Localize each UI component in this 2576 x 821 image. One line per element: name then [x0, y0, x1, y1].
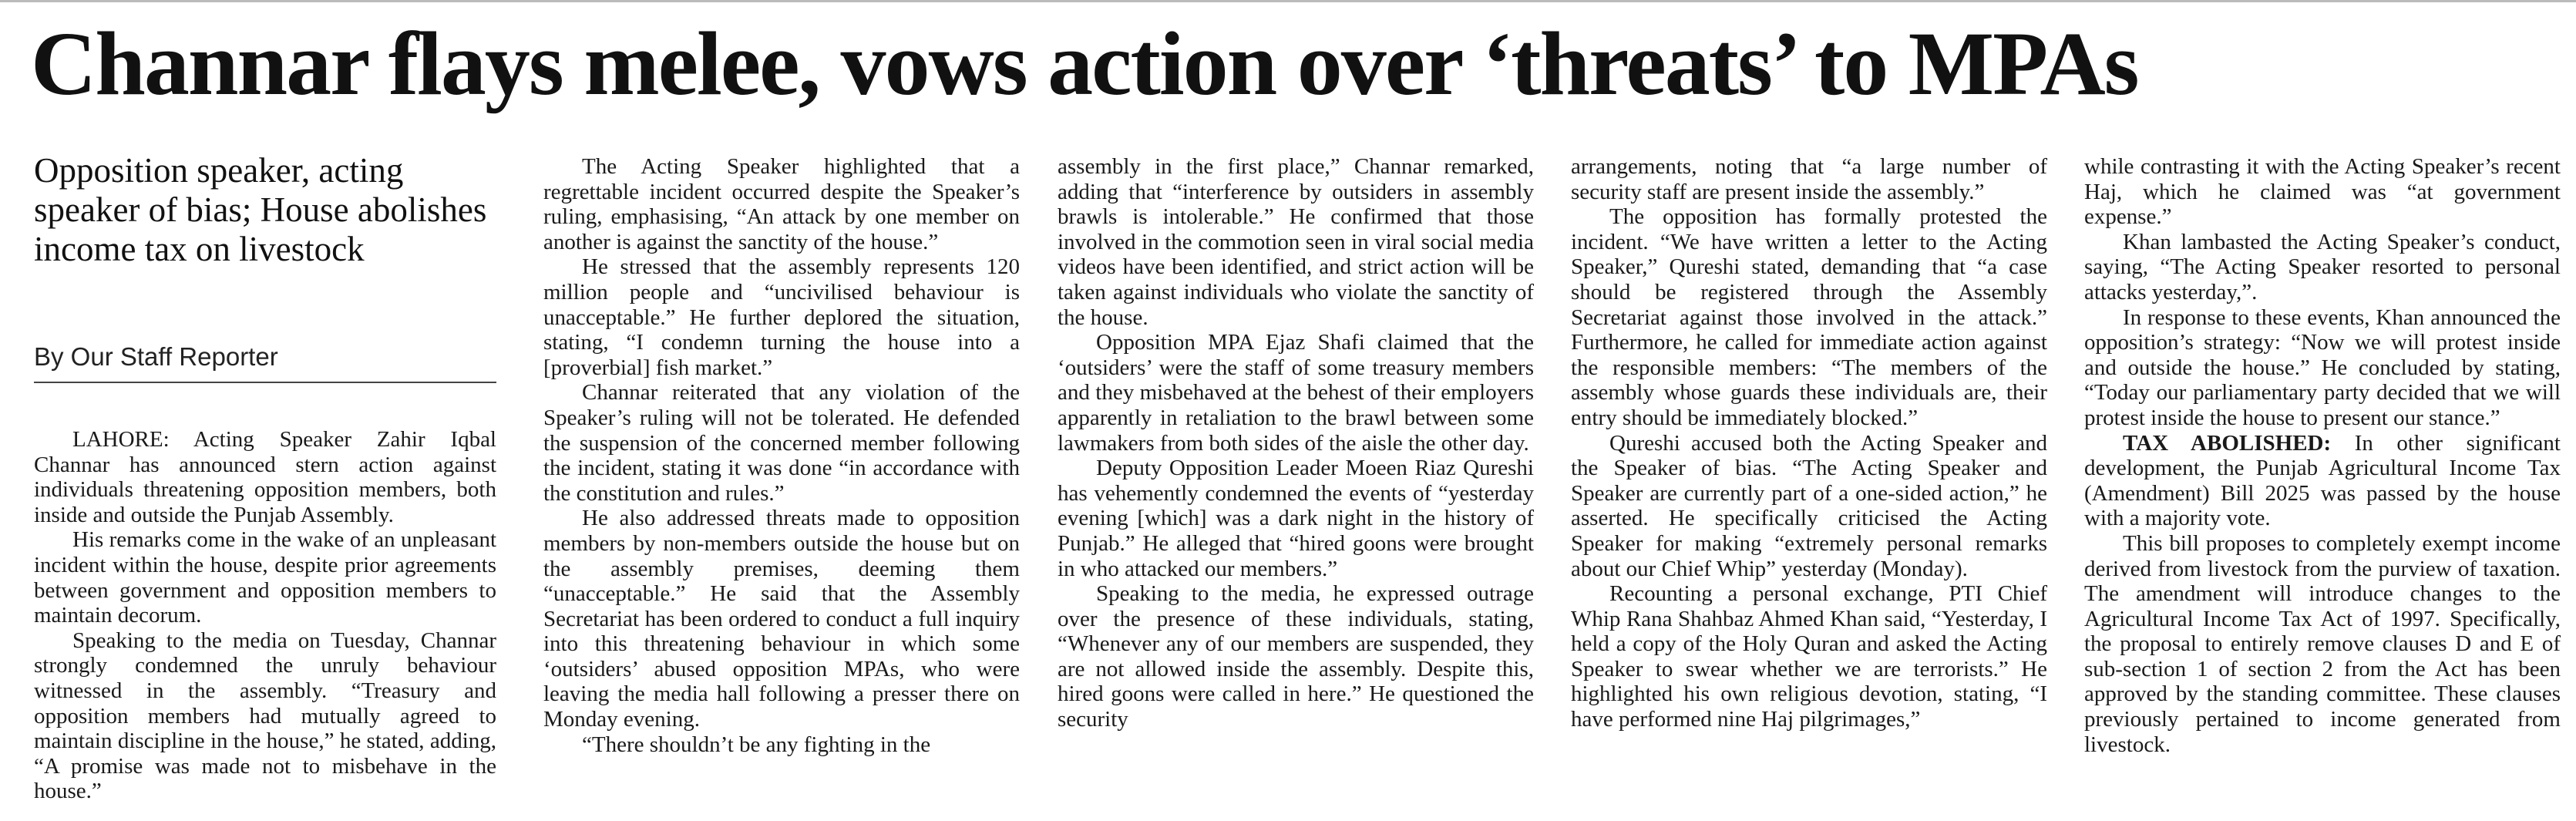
paragraph: He stressed that the assembly represents 120 million people and “uncivilised behaviour is unacceptable.” He further deplored the situation, stating, “I condemn turning the house into a [proverbial] fish market.”	[543, 254, 1020, 380]
headline: Channar flays melee, vows action over ‘threats’ to MPAs	[31, 13, 2138, 114]
paragraph: This bill proposes to completely exempt income derived from livestock from the purview of taxation. The amendment will introduce changes to the Agricultural Income Tax Act of 1997. Specifically, the proposal to entirely remove clauses D and E of sub-section 1 of section 2 from the Act has been approved by the standing committee. These clauses previously pertained to income generated from livestock.	[2084, 530, 2561, 757]
paragraph: His remarks come in the wake of an unpleasant incident within the house, despite prior agreements between government and opposition members to maintain decorum.	[34, 527, 496, 628]
article-column-4	[1571, 154, 2047, 732]
paragraph: The opposition has formally protested the incident. “We have written a letter to the Acting Speaker,” Qureshi stated, demanding that “a case should be registered through the Assembly Secretariat against those involved in the attack.” Furthermore, he called for immediate action against the responsible members: “The members of the assembly whose guards these individuals are, their entry should be immediately blocked.”	[1571, 204, 2047, 430]
paragraph: He also addressed threats made to opposition members by non-members outside the house but on the assembly premises, deeming them “unacceptable.” He said that the Assembly Secretariat has been ordered to conduct a full inquiry into this threatening behaviour in which some ‘outsiders’ abused opposition MPAs, who were leaving the media hall following a presser there on Monday evening.	[543, 506, 1020, 732]
paragraph: Opposition MPA Ejaz Shafi claimed that the ‘outsiders’ were the staff of some treasury members and they misbehaved at the behest of their employers apparently in retaliation to the brawl between some lawmakers from both sides of the aisle the other day.	[1058, 330, 1534, 456]
paragraph: In response to these events, Khan announced the opposition’s strategy: “Now we will protest inside and outside the house.” He concluded by stating, “Today our parliamentary party decided that we will protest inside the house to present our stance.”	[2084, 305, 2561, 430]
paragraph-with-subhead	[2084, 431, 2561, 531]
subhead-paragraph-text: In other significant development, the Punjab Agricultural Income Tax (Amendment) Bill 2025 was passed by the house with a majority vote.	[2084, 430, 2561, 531]
paragraph: Qureshi accused both the Acting Speaker and the Speaker of bias. “The Acting Speaker and Speaker are currently part of a one-sided action,” he asserted. He specifically criticised the Acting Speaker for making “extremely personal remarks about our Chief Whip” yesterday (Monday).	[1571, 430, 2047, 581]
byline-rule	[34, 382, 496, 383]
byline: By Our Staff Reporter	[34, 342, 278, 371]
paragraph: Speaking to the media, he expressed outrage over the presence of these individuals, stating, “Whenever any of our members are suspended, they are not allowed inside the assembly. Despite this, hired goons were called in here.” He questioned the security	[1058, 581, 1534, 732]
paragraph: Recounting a personal exchange, PTI Chief Whip Rana Shahbaz Ahmed Khan said, “Yesterday, I held a copy of the Holy Quran and asked the Acting Speaker to swear whether we are terrorists.” He highlighted his own religious devotion, stating, “I have performed nine Haj pilgrimages,”	[1571, 581, 2047, 732]
paragraph: “There shouldn’t be any fighting in the	[582, 732, 931, 757]
top-rule	[0, 0, 2576, 2]
article-column-3	[1058, 154, 1534, 732]
paragraph: Khan lambasted the Acting Speaker’s conduct, saying, “The Acting Speaker resorted to personal attacks yesterday,”.	[2084, 229, 2561, 305]
paragraph: Speaking to the media on Tuesday, Channar strongly condemned the unruly behaviour witnessed in the assembly. “Treasury and opposition members had mutually agreed to maintain discipline in the house,” he stated, adding, “A promise was made not to misbehave in the house.”	[34, 628, 496, 804]
deck-subheadline: Opposition speaker, acting speaker of bias; House abolishes income tax on livestock	[34, 151, 487, 268]
paragraph: The Acting Speaker highlighted that a regrettable incident occurred despite the Speaker’s ruling, emphasising, “An attack by one member on another is against the sanctity of the house.”	[543, 154, 1020, 254]
article-column-2	[543, 154, 1020, 757]
paragraph-continued: while contrasting it with the Acting Speaker’s recent Haj, which he claimed was “at government expense.”	[2084, 154, 2561, 230]
subhead: TAX ABOLISHED:	[2123, 430, 2332, 456]
article-column-1	[34, 427, 496, 804]
paragraph-continued: assembly in the first place,” Channar remarked, adding that “interference by outsiders in assembly brawls is intolerable.” He confirmed that those involved in the commotion seen in viral social media videos have been identified, and strict action will be taken against individuals who violate the sanctity of the house.	[1058, 154, 1534, 330]
paragraph-continued: arrangements, noting that “a large number of security staff are present inside the assembly.”	[1571, 154, 2047, 204]
paragraph: LAHORE: Acting Speaker Zahir Iqbal Channar has announced stern action against individuals threatening opposition members, both inside and outside the Punjab Assembly.	[34, 427, 496, 527]
paragraph: Channar reiterated that any violation of the Speaker’s ruling will not be tolerated. He defended the suspension of the concerned member following the incident, stating it was done “in accordance with the constitution and rules.”	[543, 380, 1020, 506]
article-column-5	[2084, 154, 2561, 757]
paragraph: Deputy Opposition Leader Moeen Riaz Qureshi has vehemently condemned the events of “yesterday evening [which] was a dark night in the history of Punjab.” He alleged that “hired goons were brought in who attacked our members.”	[1058, 456, 1534, 581]
